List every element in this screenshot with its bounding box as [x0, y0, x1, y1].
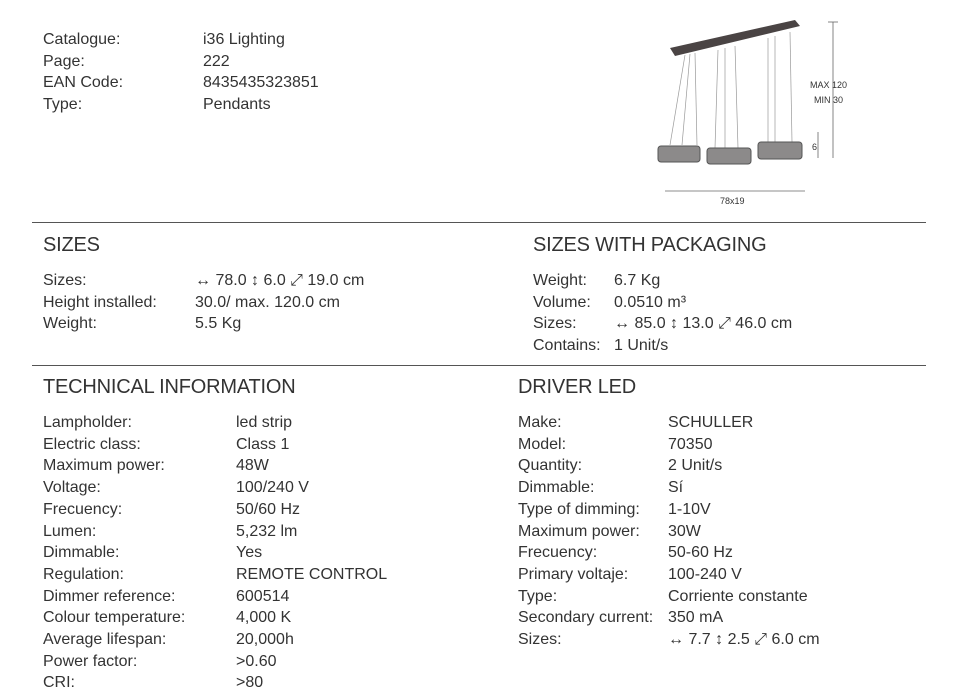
driver-title: DRIVER LED [518, 376, 637, 398]
spec-label: Volume: [533, 293, 591, 311]
spec-label: Sizes: [43, 272, 87, 289]
spec-value: 350 mA [668, 609, 724, 627]
spec-label: Model: [518, 435, 567, 453]
spec-label: Regulation: [43, 565, 124, 583]
spec-value: 48W [236, 457, 269, 475]
spec-value: 5.5 Kg [195, 315, 242, 333]
spec-value: 100/240 V [236, 479, 309, 497]
divider [32, 365, 926, 366]
spec-value: 5,232 lm [236, 522, 298, 540]
packaging-title: SIZES WITH PACKAGING [533, 234, 767, 256]
spec-label: Quantity: [518, 457, 583, 475]
spec-value: 600514 [236, 587, 290, 605]
spec-value: >80 [236, 674, 264, 692]
spec-value: 20,000h [236, 631, 294, 648]
spec-label: Lumen: [43, 522, 97, 540]
spec-label: Dimmable: [518, 479, 595, 497]
sizes-title: SIZES [43, 234, 100, 256]
spec-value: Corriente constante [668, 587, 808, 605]
spec-label: Type: [43, 96, 83, 114]
spec-value: Class 1 [236, 435, 290, 453]
spec-label: Contains: [533, 337, 601, 355]
spec-value: led strip [236, 414, 293, 431]
spec-label: Secondary current: [518, 609, 654, 627]
spec-value: ↔ 85.0 ↕ 13.0 ⤢ 46.0 cm [614, 315, 793, 333]
spec-value: 0.0510 m³ [614, 293, 687, 311]
product-drawing [640, 10, 880, 210]
spec-value: 8435435323851 [203, 74, 319, 92]
spec-value: 222 [203, 52, 230, 70]
spec-label: Maximum power: [43, 457, 165, 475]
spec-label: Dimmer reference: [43, 587, 176, 605]
spec-label: Voltage: [43, 479, 101, 497]
spec-value: 6.7 Kg [614, 272, 661, 289]
crystal-lamps [658, 142, 802, 164]
spec-value: 4,000 K [236, 609, 292, 627]
spec-value: i36 Lighting [203, 31, 285, 48]
spec-label: Type: [518, 587, 558, 605]
spec-label: Maximum power: [518, 522, 640, 540]
technical-title: TECHNICAL INFORMATION [43, 376, 296, 398]
drawing-height-max: MAX 120 [810, 80, 848, 90]
spec-value: 100-240 V [668, 565, 742, 583]
spec-value: 70350 [668, 435, 713, 453]
spec-label: Sizes: [518, 631, 562, 648]
spec-label: Weight: [533, 272, 587, 289]
spec-value: Sí [668, 479, 684, 497]
spec-value: 2 Unit/s [668, 457, 723, 475]
spec-label: Average lifespan: [43, 631, 167, 648]
spec-label: Dimmable: [43, 544, 120, 562]
spec-label: Sizes: [533, 315, 577, 333]
spec-label: Type of dimming: [518, 500, 640, 518]
drawing-lamp-height: 6 [812, 142, 818, 152]
spec-value: 30W [668, 522, 701, 540]
spec-label: Power factor: [43, 652, 138, 670]
spec-value: Yes [236, 544, 263, 562]
spec-label: Catalogue: [43, 31, 121, 48]
spec-label: Make: [518, 414, 562, 431]
spec-value: 30.0/ max. 120.0 cm [195, 293, 340, 311]
drawing-height-min: MIN 30 [814, 95, 844, 105]
spec-value: REMOTE CONTROL [236, 565, 388, 583]
spec-value: SCHULLER [668, 414, 754, 431]
spec-value: Pendants [203, 96, 271, 114]
divider [32, 222, 926, 223]
spec-label: Lampholder: [43, 414, 132, 431]
spec-label: Electric class: [43, 435, 141, 453]
spec-value: 1 Unit/s [614, 337, 669, 355]
spec-value: ↔ 7.7 ↕ 2.5 ⤢ 6.0 cm [668, 631, 820, 648]
spec-label: EAN Code: [43, 74, 124, 92]
spec-value: 1-10V [668, 500, 711, 518]
spec-label: Frecuency: [43, 500, 123, 518]
spec-label: CRI: [43, 674, 75, 692]
spec-label: Frecuency: [518, 544, 598, 562]
spec-value: 50-60 Hz [668, 544, 733, 562]
spec-value: 50/60 Hz [236, 500, 301, 518]
spec-value: >0.60 [236, 652, 277, 670]
spec-label: Weight: [43, 315, 97, 333]
spec-label: Colour temperature: [43, 609, 186, 627]
drawing-width: 78x19 [720, 196, 745, 206]
spec-label: Page: [43, 52, 85, 70]
spec-value: ↔ 78.0 ↕ 6.0 ⤢ 19.0 cm [195, 272, 365, 289]
spec-label: Primary voltaje: [518, 565, 629, 583]
spec-label: Height installed: [43, 293, 157, 311]
